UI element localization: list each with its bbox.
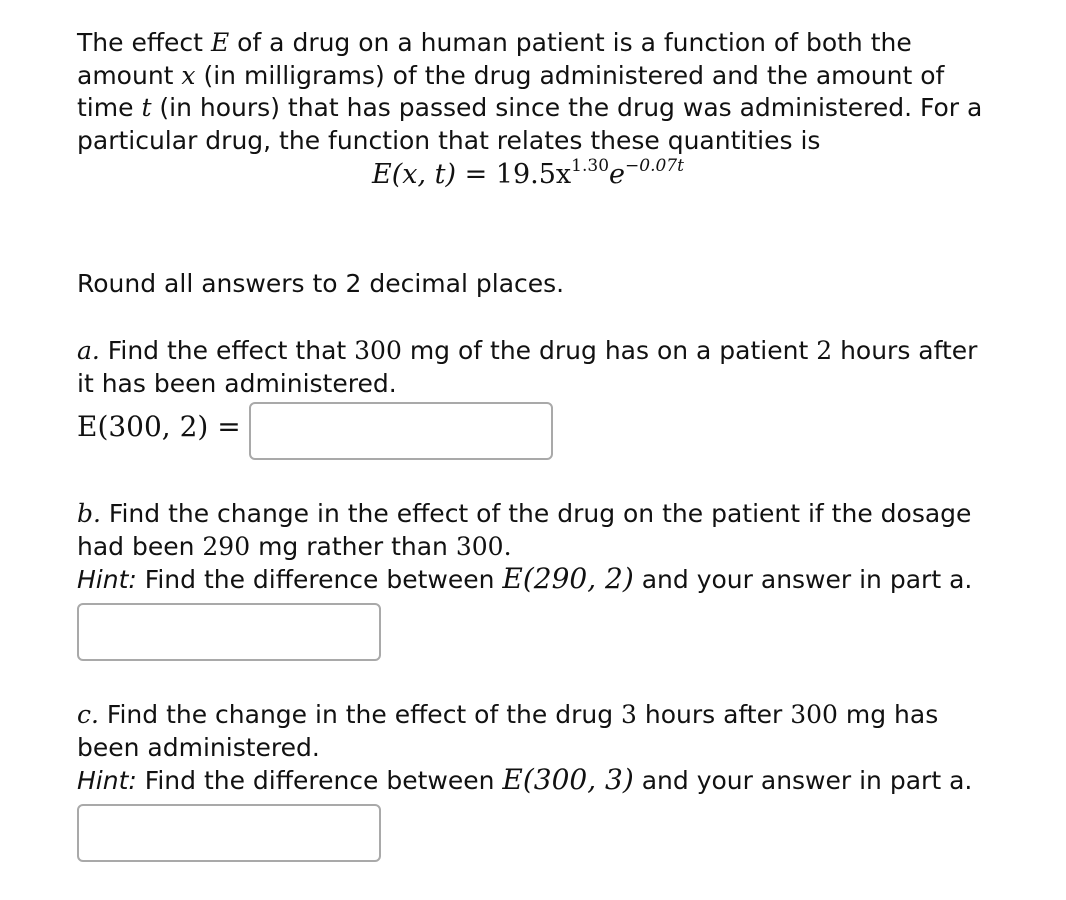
part-b-text: mg rather than [250,531,456,561]
function-formula [372,158,684,190]
intro-text: The effect [77,28,211,57]
formula-coefficient: = 19.5x [456,159,572,190]
formula-base-e: e [609,159,626,190]
part-b-dose: 290 [202,531,251,561]
hint-expression: E(300, 3) [502,763,634,796]
problem-intro [77,27,982,157]
part-c-text: mg has [837,700,939,729]
hint-text: and your answer in part a. [633,766,973,795]
part-a-line-1 [77,335,977,368]
part-c-question [77,699,972,798]
part-a-answer-label: E(300, 2) = [77,410,241,443]
part-a-dose: 300 [354,336,402,365]
part-b-text: had been [77,531,203,561]
part-a-hours: 2 [816,336,833,365]
formula-lhs: E(x, t) [372,159,457,190]
part-b-question [77,498,972,597]
variable-E: E [210,28,230,57]
part-a-text: mg of the drug has on a patient [401,336,817,365]
hint-text: Find the difference between [136,766,503,795]
intro-line-1 [77,27,982,60]
hint-text: Find the difference between [136,565,503,594]
part-c-line-2: been administered. [77,732,320,762]
rounding-instructions [77,268,564,301]
part-c-text: hours after [636,700,791,729]
hint-text: and your answer in part a. [633,565,973,594]
intro-text: amount [77,60,182,90]
hint-label: Hint: [77,766,137,795]
intro-text: time [77,93,142,122]
part-b-line-2 [77,531,972,564]
part-b-answer-input[interactable] [77,603,381,661]
part-c-text: Find the change in the effect of the drug [98,700,622,729]
part-b-hint [77,563,972,597]
part-b-line-1 [77,498,972,531]
part-c-label: c. [77,700,99,729]
intro-line-2 [77,60,982,93]
part-b-text: Find the change in the effect of the drug on the patient if the dosage [100,499,972,528]
intro-text: (in milligrams) of the drug administered and the amount of [195,60,945,90]
part-c-answer-input[interactable] [77,804,381,862]
part-b-original-dose: 300. [455,531,512,561]
variable-t: t [141,93,152,122]
part-a-text: hours after [832,336,978,365]
intro-text: (in hours) that has passed since the drug was administered. For a [151,93,983,122]
part-a-answer-input[interactable] [249,402,553,460]
part-c-hours: 3 [621,700,637,729]
hint-label: Hint: [77,565,137,594]
part-a-label: a. [77,336,100,365]
intro-text: of a drug on a human patient is a function of both the [229,28,912,57]
part-a-question [77,335,977,400]
part-a-text: Find the effect that [99,336,355,365]
part-b-label: b. [77,499,101,528]
intro-line-4: particular drug, the function that relates these quantities is [77,125,821,155]
intro-line-3 [77,92,982,125]
formula-exponent-e: −0.07t [625,156,684,176]
formula-exponent-x: 1.30 [571,156,610,176]
part-c-dose: 300 [790,700,838,729]
part-c-hint [77,764,972,798]
variable-x: x [181,60,196,90]
hint-expression: E(290, 2) [502,562,634,595]
part-a-line-2: it has been administered. [77,368,397,398]
instructions-text: Round all answers to 2 decimal places. [77,269,565,298]
part-c-line-1 [77,699,972,732]
